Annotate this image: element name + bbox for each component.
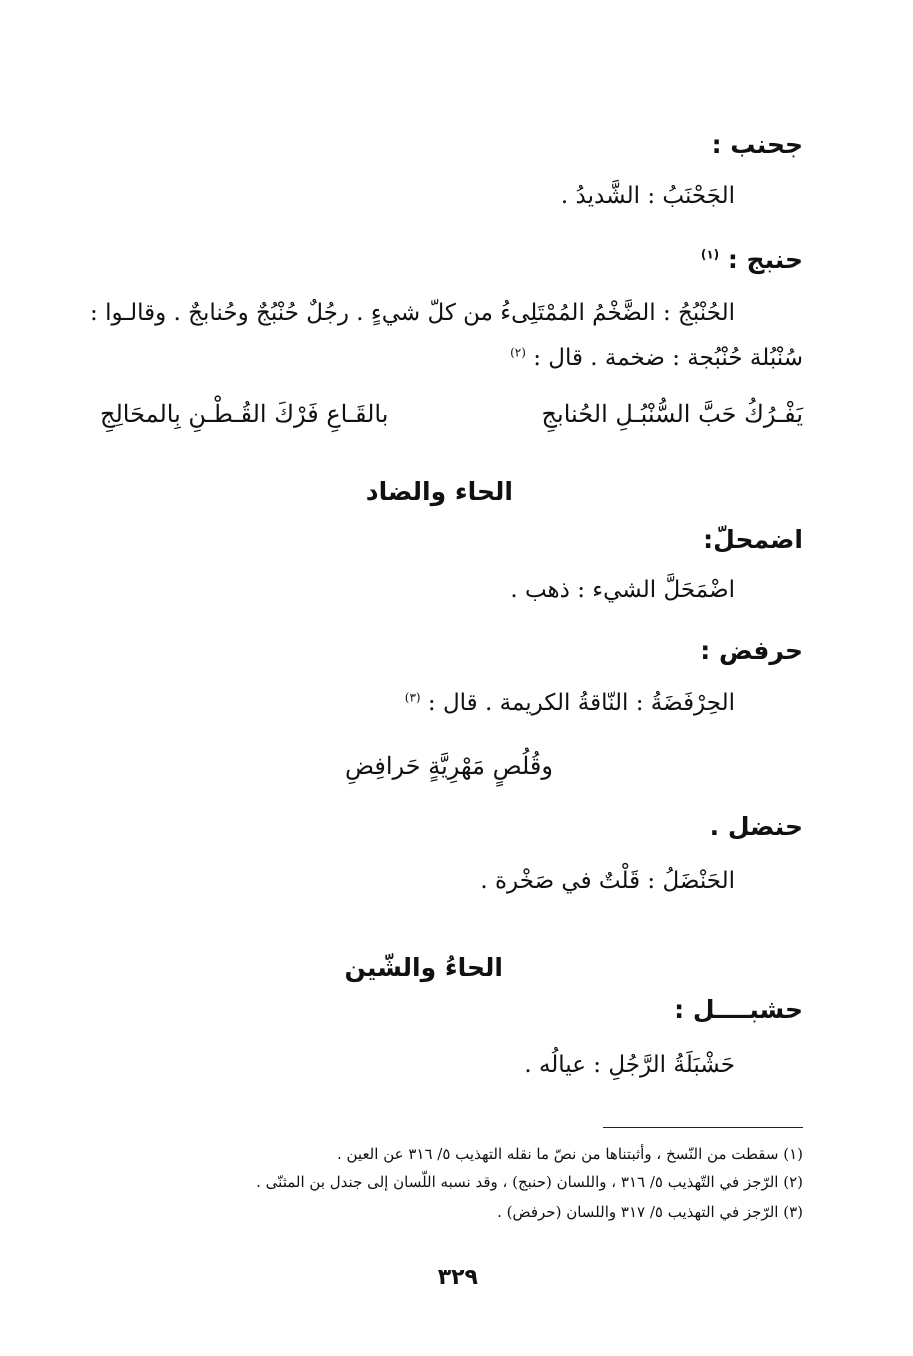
verse-hemistich-right: يَفْـرُكُ حَبَّ السُّنْبُـلِ الحُنابجِ bbox=[541, 400, 803, 428]
footnote-3: (٣) الرّجز في التهذيب ٥/ ٣١٧ واللسان (حرفض) . bbox=[497, 1203, 803, 1221]
verse-hrfd: وقُلُصٍ مَهْرِيَّةٍ حَرافِضِ bbox=[345, 752, 553, 780]
entry-heading-hnbj-text: حنبج : bbox=[727, 245, 803, 274]
entry-heading-hndl: حنضل . bbox=[709, 812, 803, 841]
entry-text-hnbj-line2-text: سُنْبُلة حُنْبُجة : ضخمة . قال : bbox=[533, 345, 803, 371]
entry-definition-hrfd-text: الحِرْفَضَةُ : النّاقةُ الكريمة . قال : bbox=[427, 690, 735, 716]
entry-definition-hndl: الحَنْضَلُ : قَلْتٌ في صَخْرة . bbox=[480, 868, 735, 894]
verse-hemistich-left: بالقَـاعِ فَرْكَ القُـطْـنِ بِالمحَالِجِ bbox=[100, 400, 389, 428]
entry-text-hnbj-line2 bbox=[510, 345, 803, 371]
footnote-ref-3: (٣) bbox=[404, 690, 421, 705]
entry-definition-hrfd bbox=[405, 690, 735, 716]
entry-heading-idmahall: اضمحلّ: bbox=[703, 525, 803, 554]
entry-definition-jhnb: الجَحْنَبُ : الشَّديدُ . bbox=[560, 183, 735, 209]
entry-heading-hshbl: حشبــــل : bbox=[674, 995, 803, 1024]
section-title-had: الحاء والضاد bbox=[365, 477, 513, 506]
entry-definition-idmahall: اضْمَحَلَّ الشيء : ذهب . bbox=[510, 577, 735, 603]
entry-heading-hrfd: حرفض : bbox=[700, 636, 803, 665]
footnote-separator bbox=[603, 1127, 803, 1128]
section-title-hash: الحاءُ والشّين bbox=[344, 953, 503, 982]
entry-heading-jhnb: جحنب : bbox=[711, 130, 803, 159]
footnote-1: (١) سقطت من النّسخ ، وأثبتناها من نصّ ما نقله التهذيب ٥/ ٣١٦ عن العين . bbox=[336, 1145, 803, 1163]
footnote-ref-2: (٢) bbox=[510, 345, 526, 360]
page-number: ٣٢٩ bbox=[437, 1265, 478, 1290]
entry-definition-hshbl: حَشْبَلَةُ الرَّجُلِ : عيالُه . bbox=[524, 1052, 735, 1078]
entry-text-hnbj-line1: الحُنْبُجُ : الضَّخْمُ المُمْتَلِىءُ من كلّ شيءٍ . رجُلٌ حُنْبُجٌ وحُنابجٌ . وقالـوا : bbox=[90, 300, 735, 326]
footnote-ref-1: (١) bbox=[700, 247, 720, 262]
entry-heading-hnbj bbox=[701, 245, 803, 274]
footnote-2: (٢) الرّجز في التّهذيب ٥/ ٣١٦ ، واللسان (حنبج) ، وقد نسبه اللّسان إلى جندل بن المثنّى . bbox=[256, 1173, 803, 1191]
